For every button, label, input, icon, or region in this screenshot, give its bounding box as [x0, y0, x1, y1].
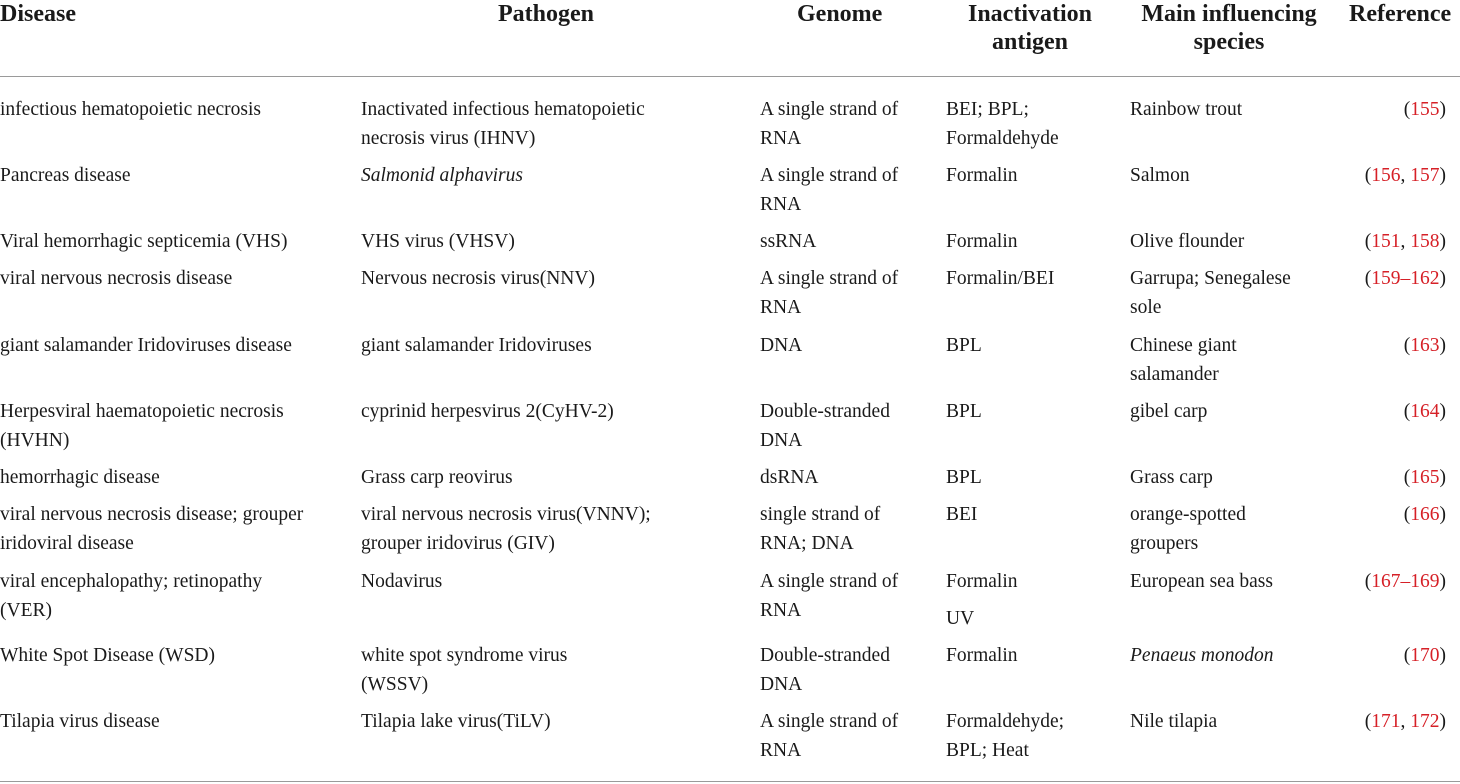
cell-disease: (VER): [0, 600, 52, 621]
cell-genome: Double-stranded: [760, 645, 890, 666]
cell-inactivation: BPL: [946, 401, 982, 422]
cell-species: Olive flounder: [1130, 231, 1245, 252]
cell-genome: RNA: [760, 194, 802, 215]
cell-pathogen: Nodavirus: [361, 571, 443, 592]
cell-disease: viral encephalopathy; retinopathy: [0, 571, 263, 592]
cell-inactivation: UV: [946, 608, 975, 629]
cell-inactivation: Formalin: [946, 645, 1018, 666]
cell-species: groupers: [1130, 533, 1199, 554]
reference-open-paren: (: [1364, 165, 1372, 186]
reference-separator: ,: [1400, 165, 1411, 186]
reference-open-paren: (: [1364, 711, 1372, 732]
cell-pathogen: Salmonid alphavirus: [361, 165, 523, 186]
cell-pathogen: Inactivated infectious hematopoietic: [361, 99, 645, 120]
cell-disease: White Spot Disease (WSD): [0, 645, 215, 666]
reference-close-paren: ): [1439, 165, 1446, 186]
cell-reference: [1365, 264, 1446, 293]
cell-reference: [1404, 500, 1446, 529]
cell-disease: (HVHN): [0, 430, 70, 451]
reference-link[interactable]: 163: [1410, 335, 1440, 356]
reference-link[interactable]: 164: [1410, 401, 1440, 422]
cell-disease: viral nervous necrosis disease; grouper: [0, 504, 304, 525]
cell-species: Nile tilapia: [1130, 711, 1218, 732]
reference-link[interactable]: 155: [1410, 99, 1440, 120]
cell-pathogen: grouper iridovirus (GIV): [361, 533, 555, 554]
reference-link[interactable]: 170: [1410, 645, 1440, 666]
reference-separator: ,: [1400, 711, 1411, 732]
reference-close-paren: ): [1439, 711, 1446, 732]
cell-genome: RNA: [760, 297, 802, 318]
cell-genome: RNA: [760, 128, 802, 149]
reference-close-paren: ): [1439, 99, 1446, 120]
cell-genome: ssRNA: [760, 231, 817, 252]
cell-genome: A single strand of: [760, 99, 899, 120]
cell-species: Penaeus monodon: [1130, 645, 1274, 666]
cell-genome: DNA: [760, 335, 803, 356]
reference-close-paren: ): [1439, 571, 1446, 592]
cell-disease: Herpesviral haematopoietic necrosis: [0, 401, 284, 422]
cell-pathogen: white spot syndrome virus: [361, 645, 568, 666]
reference-open-paren: (: [1364, 571, 1372, 592]
cell-disease: viral nervous necrosis disease: [0, 268, 233, 289]
reference-open-paren: (: [1403, 467, 1411, 488]
cell-reference: [1365, 227, 1446, 256]
cell-species: Grass carp: [1130, 467, 1213, 488]
cell-species: Salmon: [1130, 165, 1190, 186]
cell-pathogen: VHS virus (VHSV): [361, 231, 515, 252]
cell-disease: Pancreas disease: [0, 165, 131, 186]
header-disease: Disease: [0, 1, 76, 27]
cell-genome: A single strand of: [760, 165, 899, 186]
cell-species: European sea bass: [1130, 571, 1273, 592]
cell-genome: Double-stranded: [760, 401, 890, 422]
cell-species: gibel carp: [1130, 401, 1208, 422]
bottom-rule: [0, 781, 1460, 782]
header-species-line1: Main influencing: [1141, 1, 1317, 27]
cell-pathogen: cyprinid herpesvirus 2(CyHV-2): [361, 401, 614, 422]
reference-link[interactable]: 156: [1371, 165, 1401, 186]
cell-inactivation: BEI; BPL;: [946, 99, 1029, 120]
cell-reference: [1404, 463, 1446, 492]
cell-pathogen: necrosis virus (IHNV): [361, 128, 536, 149]
cell-genome: RNA: [760, 740, 802, 761]
cell-inactivation: BPL; Heat: [946, 740, 1029, 761]
reference-close-paren: ): [1439, 335, 1446, 356]
cell-genome: RNA: [760, 600, 802, 621]
cell-genome: single strand of: [760, 504, 881, 525]
cell-species: Rainbow trout: [1130, 99, 1243, 120]
cell-species: Chinese giant: [1130, 335, 1237, 356]
cell-pathogen: (WSSV): [361, 674, 429, 695]
header-reference: Reference: [1349, 1, 1452, 27]
reference-open-paren: (: [1403, 504, 1411, 525]
cell-species: orange-spotted: [1130, 504, 1246, 525]
cell-reference: [1404, 641, 1446, 670]
cell-pathogen: viral nervous necrosis virus(VNNV);: [361, 504, 651, 525]
reference-close-paren: ): [1439, 268, 1446, 289]
cell-reference: [1404, 95, 1446, 124]
reference-close-paren: ): [1439, 645, 1446, 666]
cell-disease: Tilapia virus disease: [0, 711, 160, 732]
cell-reference: [1404, 331, 1446, 360]
cell-inactivation: Formalin/BEI: [946, 268, 1055, 289]
reference-open-paren: (: [1403, 335, 1411, 356]
cell-reference: [1404, 397, 1446, 426]
cell-genome: RNA; DNA: [760, 533, 854, 554]
header-rule: [0, 76, 1460, 77]
cell-reference: [1365, 161, 1446, 190]
cell-pathogen: Nervous necrosis virus(NNV): [361, 268, 595, 289]
cell-inactivation: Formalin: [946, 165, 1018, 186]
cell-species: sole: [1130, 297, 1162, 318]
cell-pathogen: Grass carp reovirus: [361, 467, 513, 488]
cell-inactivation: Formalin: [946, 231, 1018, 252]
cell-inactivation: Formaldehyde;: [946, 711, 1065, 732]
reference-link[interactable]: 166: [1410, 504, 1440, 525]
reference-separator: ,: [1400, 231, 1411, 252]
reference-open-paren: (: [1364, 231, 1372, 252]
header-inactivation-line1: Inactivation: [967, 1, 1092, 27]
header-pathogen: Pathogen: [498, 1, 594, 27]
cell-pathogen: Tilapia lake virus(TiLV): [361, 711, 551, 732]
cell-inactivation: Formalin: [946, 571, 1018, 592]
cell-species: salamander: [1130, 364, 1219, 385]
header-genome: Genome: [797, 1, 883, 27]
reference-close-paren: ): [1439, 401, 1446, 422]
reference-open-paren: (: [1364, 268, 1372, 289]
cell-disease: iridoviral disease: [0, 533, 134, 554]
reference-link[interactable]: 151: [1371, 231, 1401, 252]
reference-open-paren: (: [1403, 99, 1411, 120]
reference-link[interactable]: 171: [1371, 711, 1401, 732]
cell-reference: [1365, 707, 1446, 736]
cell-disease: giant salamander Iridoviruses disease: [0, 335, 292, 356]
cell-pathogen: giant salamander Iridoviruses: [361, 335, 592, 356]
cell-inactivation: BPL: [946, 335, 982, 356]
cell-genome: DNA: [760, 430, 803, 451]
cell-genome: A single strand of: [760, 711, 899, 732]
cell-reference: [1365, 567, 1446, 596]
reference-open-paren: (: [1403, 645, 1411, 666]
header-inactivation-line2: antigen: [991, 29, 1068, 55]
cell-inactivation: BEI: [946, 504, 978, 525]
cell-inactivation: Formaldehyde: [946, 128, 1059, 149]
cell-disease: Viral hemorrhagic septicemia (VHS): [0, 231, 288, 252]
cell-disease: infectious hematopoietic necrosis: [0, 99, 262, 120]
header-species: [1124, 0, 1334, 56]
reference-open-paren: (: [1403, 401, 1411, 422]
reference-link[interactable]: 158: [1410, 231, 1440, 252]
reference-link[interactable]: 159–162: [1371, 268, 1440, 289]
reference-close-paren: ): [1439, 231, 1446, 252]
cell-inactivation: BPL: [946, 467, 982, 488]
header-species-line2: species: [1193, 29, 1265, 55]
cell-disease: hemorrhagic disease: [0, 467, 160, 488]
cell-genome: DNA: [760, 674, 803, 695]
reference-link[interactable]: 167–169: [1371, 571, 1440, 592]
cell-genome: A single strand of: [760, 268, 899, 289]
reference-link[interactable]: 172: [1410, 711, 1440, 732]
reference-link[interactable]: 165: [1410, 467, 1440, 488]
cell-genome: A single strand of: [760, 571, 899, 592]
header-inactivation: [950, 0, 1110, 56]
cell-species: Garrupa; Senegalese: [1130, 268, 1291, 289]
reference-close-paren: ): [1439, 504, 1446, 525]
reference-link[interactable]: 157: [1410, 165, 1440, 186]
reference-close-paren: ): [1439, 467, 1446, 488]
cell-genome: dsRNA: [760, 467, 819, 488]
